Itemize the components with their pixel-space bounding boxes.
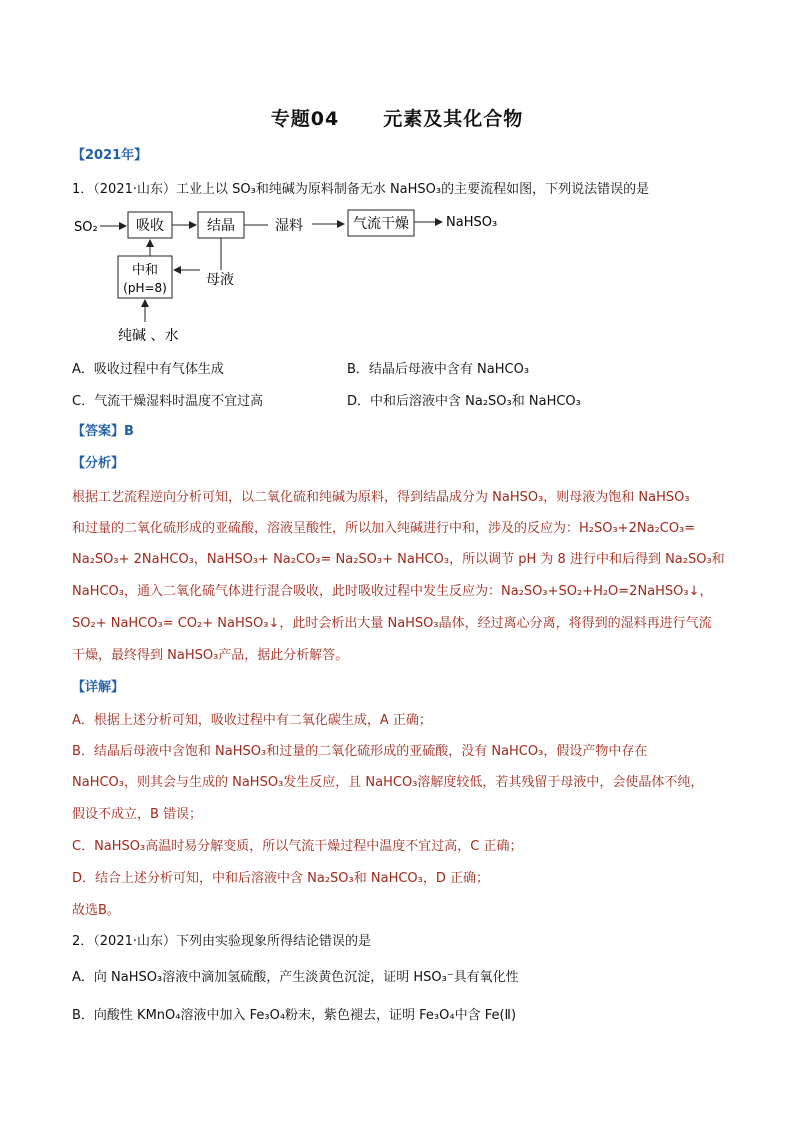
q2-stem: 2．（2021·山东）下列由实验现象所得结论错误的是 [72, 934, 371, 949]
analysis-line: 和过量的二氧化硫形成的亚硫酸，溶液呈酸性，所以加入纯碱进行中和，涉及的反应为：H₂SO₃+2Na₂CO₃= [72, 521, 696, 536]
analysis-line: SO₂+ NaHCO₃= CO₂+ NaHSO₃↓，此时会析出大量 NaHSO₃晶体，经过离心分离，将得到的湿料再进行气流 [72, 616, 712, 631]
title-part2: 元素及其化合物 [383, 108, 524, 130]
analysis-line: 干燥，最终得到 NaHSO₃产品，据此分析解答。 [72, 648, 349, 663]
detail-line: 故选B。 [72, 903, 120, 918]
q1-stem: 1．（2021·山东）工业上以 SO₃和纯碱为原料制备无水 NaHSO₃的主要流程如图，下列说法错误的是 [72, 182, 650, 197]
q1-option-c: C．气流干燥湿料时温度不宜过高 [72, 394, 264, 409]
detail-line: C．NaHSO₃高温时易分解变质，所以气流干燥过程中温度不宜过高，C 正确； [72, 839, 523, 854]
q1-option-b: B．结晶后母液中含有 NaHCO₃ [347, 362, 530, 377]
analysis-line: NaHCO₃，通入二氧化硫气体进行混合吸收，此时吸收过程中发生反应为：Na₂SO₃+SO₂+H₂O=2NaHSO₃↓， [72, 584, 713, 599]
q1-detail-tag: 【详解】 [72, 680, 125, 695]
neutralize-label-2: (pH=8) [123, 281, 167, 295]
product-label: NaHSO₃ [446, 215, 498, 230]
diagram-input: SO₂ [74, 220, 98, 235]
title-part1: 专题04 [270, 108, 340, 130]
reagent-label: 纯碱 、水 [118, 328, 179, 344]
detail-line: D．结合上述分析可知，中和后溶液中含 Na₂SO₃和 NaHCO₃，D 正确； [72, 871, 490, 886]
analysis-line: 根据工艺流程逆向分析可知，以二氧化硫和纯碱为原料，得到结晶成分为 NaHSO₃，则母液为饱和 NaHSO₃ [72, 490, 690, 505]
page-title [0, 104, 794, 131]
q2-option-a: A．向 NaHSO₃溶液中滴加氢硫酸，产生淡黄色沉淀，证明 HSO₃⁻具有氧化性 [72, 970, 519, 985]
detail-line: B．结晶后母液中含饱和 NaHSO₃和过量的二氧化硫形成的亚硫酸，没有 NaHCO₃，假设产物中存在 [72, 744, 648, 759]
detail-line: NaHCO₃，则其会与生成的 NaHSO₃发生反应，且 NaHCO₃溶解度较低，若其残留于母液中，会使晶体不纯， [72, 775, 704, 790]
dry-label: 气流干燥 [353, 216, 409, 232]
detail-line: A．根据上述分析可知，吸收过程中有二氧化碳生成，A 正确； [72, 713, 432, 728]
flow-diagram [72, 200, 552, 348]
absorb-label: 吸收 [136, 218, 164, 234]
q1-option-a: A．吸收过程中有气体生成 [72, 362, 224, 377]
section-tag: 【2021年】 [72, 148, 148, 163]
q2-option-b: B．向酸性 KMnO₄溶液中加入 Fe₃O₄粉末，紫色褪去，证明 Fe₃O₄中含 Fe(Ⅱ) [72, 1008, 517, 1023]
crystal-label: 结晶 [207, 218, 235, 234]
neutralize-label-1: 中和 [131, 263, 159, 278]
q1-analysis-tag: 【分析】 [72, 456, 125, 471]
analysis-line: Na₂SO₃+ 2NaHCO₃，NaHSO₃+ Na₂CO₃= Na₂SO₃+ NaHCO₃，所以调节 pH 为 8 进行中和后得到 Na₂SO₃和 [72, 552, 725, 567]
detail-line: 假设不成立，B 错误； [72, 807, 203, 822]
wet-label: 湿料 [275, 218, 303, 234]
mother-liquor-label: 母液 [206, 272, 234, 288]
q1-option-d: D．中和后溶液中含 Na₂SO₃和 NaHCO₃ [347, 394, 581, 409]
q1-answer: 【答案】B [72, 424, 134, 439]
